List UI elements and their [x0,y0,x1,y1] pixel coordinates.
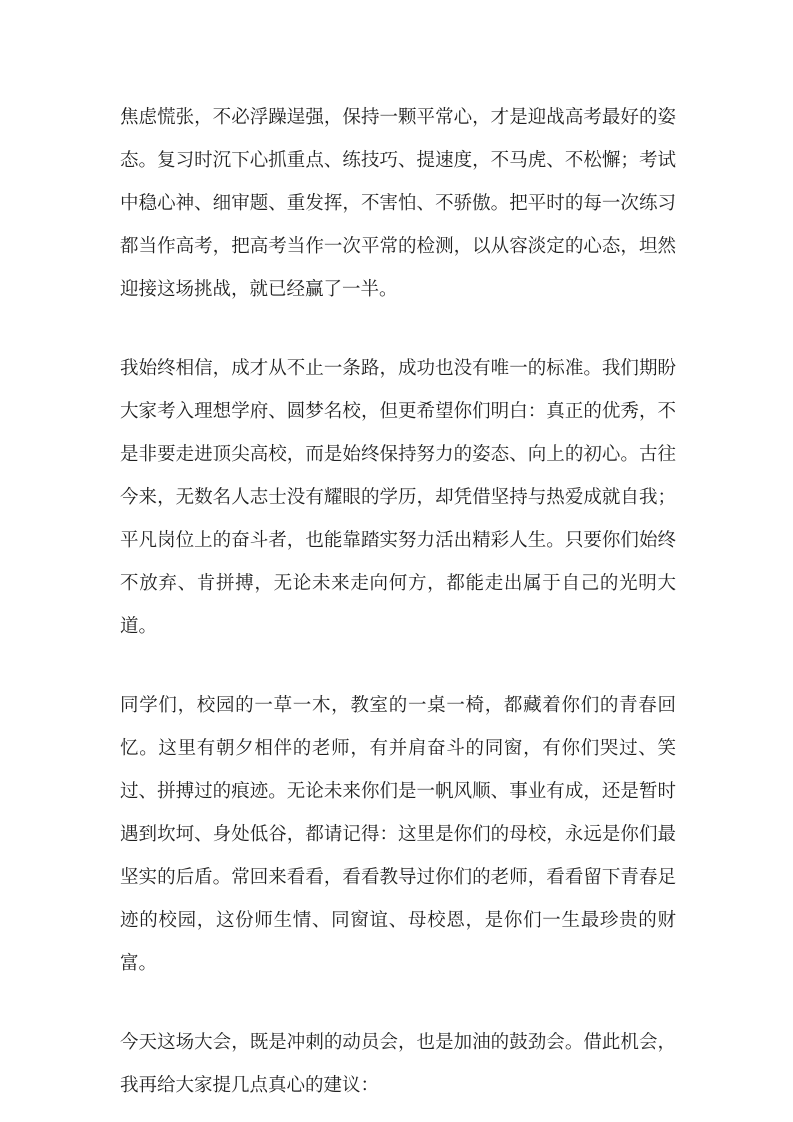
paragraph: 今天这场大会，既是冲刺的动员会，也是加油的鼓劲会。借此机会，我再给大家提几点真心的建议： [120,1032,676,1096]
paragraph: 我始终相信，成才从不止一条路，成功也没有唯一的标准。我们期盼大家考入理想学府、圆梦名校，但更希望你们明白：真正的优秀，不是非要走进顶尖高校，而是始终保持努力的姿态、向上的初心。古往今来，无数名人志士没有耀眼的学历，却凭借坚持与热爱成就自我；平凡岗位上的奋斗者，也能靠踏实努力活出精彩人生。只要你们始终不放弃、肯拼搏，无论未来走向何方，都能走出属于自己的光明大道。 [120,358,676,637]
paragraph: 焦虑慌张，不必浮躁逞强，保持一颗平常心，才是迎战高考最好的姿态。复习时沉下心抓重点、练技巧、提速度，不马虎、不松懈；考试中稳心神、细审题、重发挥，不害怕、不骄傲。把平时的每一次练习都当作高考，把高考当作一次平常的检测，以从容淡定的心态，坦然迎接这场挑战，就已经赢了一半。 [120,107,676,300]
document-body [120,96,676,1107]
paragraph: 同学们，校园的一草一木，教室的一桌一椅，都藏着你们的青春回忆。这里有朝夕相伴的老师，有并肩奋斗的同窗，有你们哭过、笑过、拼搏过的痕迹。无论未来你们是一帆风顺、事业有成，还是暂时遇到坎坷、身处低谷，都请记得：这里是你们的母校，永远是你们最坚实的后盾。常回来看看，看看教导过你们的老师，看看留下青春足迹的校园，这份师生情、同窗谊、母校恩，是你们一生最珍贵的财富。 [120,695,676,974]
